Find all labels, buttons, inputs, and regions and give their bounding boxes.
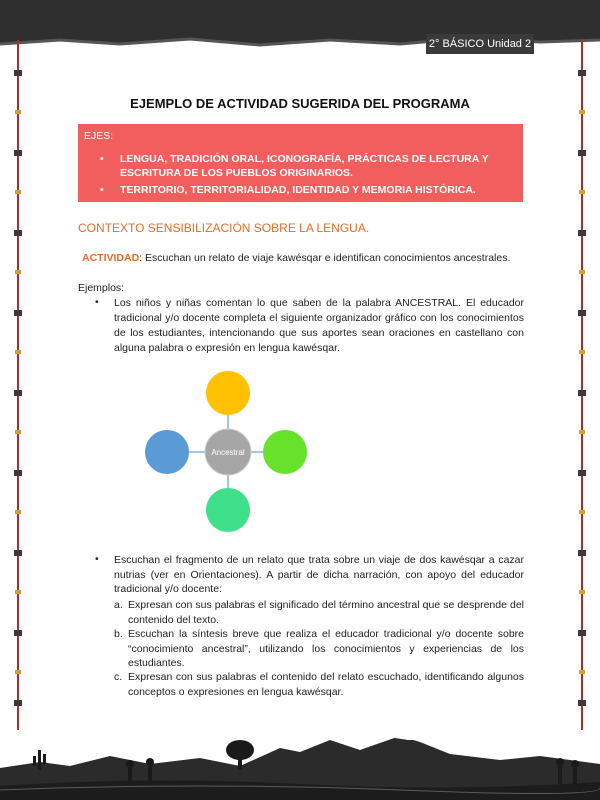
sub-item-letter: b. bbox=[114, 628, 123, 640]
context-heading: CONTEXTO SENSIBILIZACIÓN SOBRE LA LENGUA. bbox=[78, 221, 370, 235]
circle-bottom bbox=[206, 488, 250, 532]
bullet-marker: • bbox=[95, 553, 99, 565]
sub-item-text: Escuchan la síntesis breve que realiza el educador tradicional y/o docente sobre “conocimiento ancestral”, utilizando los conocimientos y experiencias de los estudiantes. bbox=[128, 628, 524, 669]
sub-item-c bbox=[114, 670, 524, 699]
sub-item-a bbox=[114, 598, 524, 627]
sub-item-letter: a. bbox=[114, 599, 123, 611]
bullet-paragraph-1: Los niños y niñas comentan lo que saben de la palabra ANCESTRAL. El educador tradicional y/o docente completa el siguiente organizador gráfico con los conocimientos de los estudiantes, intencionando que sus aportes sean oraciones en castellano con alguna palabra o expresión en lengua kawésqar. bbox=[114, 297, 524, 354]
sub-item-letter: c. bbox=[114, 671, 123, 683]
circle-left bbox=[145, 430, 189, 474]
ejes-heading: EJES: bbox=[84, 130, 114, 142]
ejes-item: • TERRITORIO, TERRITORIALIDAD, IDENTIDAD Y MEMORIA HISTÓRICA. bbox=[100, 183, 515, 197]
center-label: Ancestral bbox=[211, 448, 245, 457]
activity-text: : Escuchan un relato de viaje kawésqar e identifican conocimientos ancestrales. bbox=[139, 252, 511, 264]
activity-label: ACTIVIDAD bbox=[82, 252, 140, 264]
footer-landscape bbox=[0, 728, 600, 800]
bullet-paragraph-2: Escuchan el fragmento de un relato que trata sobre un viaje de dos kawésqar a cazar nutrias (ver en Orientaciones). A partir de dicha narración, con apoyo del educador tradicional y/o docente: bbox=[114, 554, 524, 595]
activity-line bbox=[82, 252, 510, 264]
bullet-marker: • bbox=[95, 296, 99, 308]
ejes-list bbox=[100, 152, 515, 200]
examples-label: Ejemplos: bbox=[78, 282, 125, 294]
ejes-item: • LENGUA, TRADICIÓN ORAL, ICONOGRAFÍA, PRÁCTICAS DE LECTURA Y ESCRITURA DE LOS PUEBLOS ORIGINARIOS. bbox=[100, 152, 515, 180]
grade-unit-badge: 2° BÁSICO Unidad 2 bbox=[426, 34, 534, 54]
circle-top bbox=[206, 371, 250, 415]
sub-item-text: Expresan con sus palabras el significado del término ancestral que se desprende del contenido del texto. bbox=[128, 599, 524, 626]
circle-right bbox=[263, 430, 307, 474]
sub-item-text: Expresan con sus palabras el contenido del relato escuchado, identificando algunos conceptos o expresiones en lengua kawésqar. bbox=[128, 671, 524, 698]
sub-item-b bbox=[114, 627, 524, 671]
ejes-box bbox=[78, 124, 523, 202]
right-decorative-border bbox=[578, 40, 586, 730]
page-title: EJEMPLO DE ACTIVIDAD SUGERIDA DEL PROGRAMA bbox=[130, 96, 470, 111]
left-decorative-border bbox=[14, 40, 22, 730]
